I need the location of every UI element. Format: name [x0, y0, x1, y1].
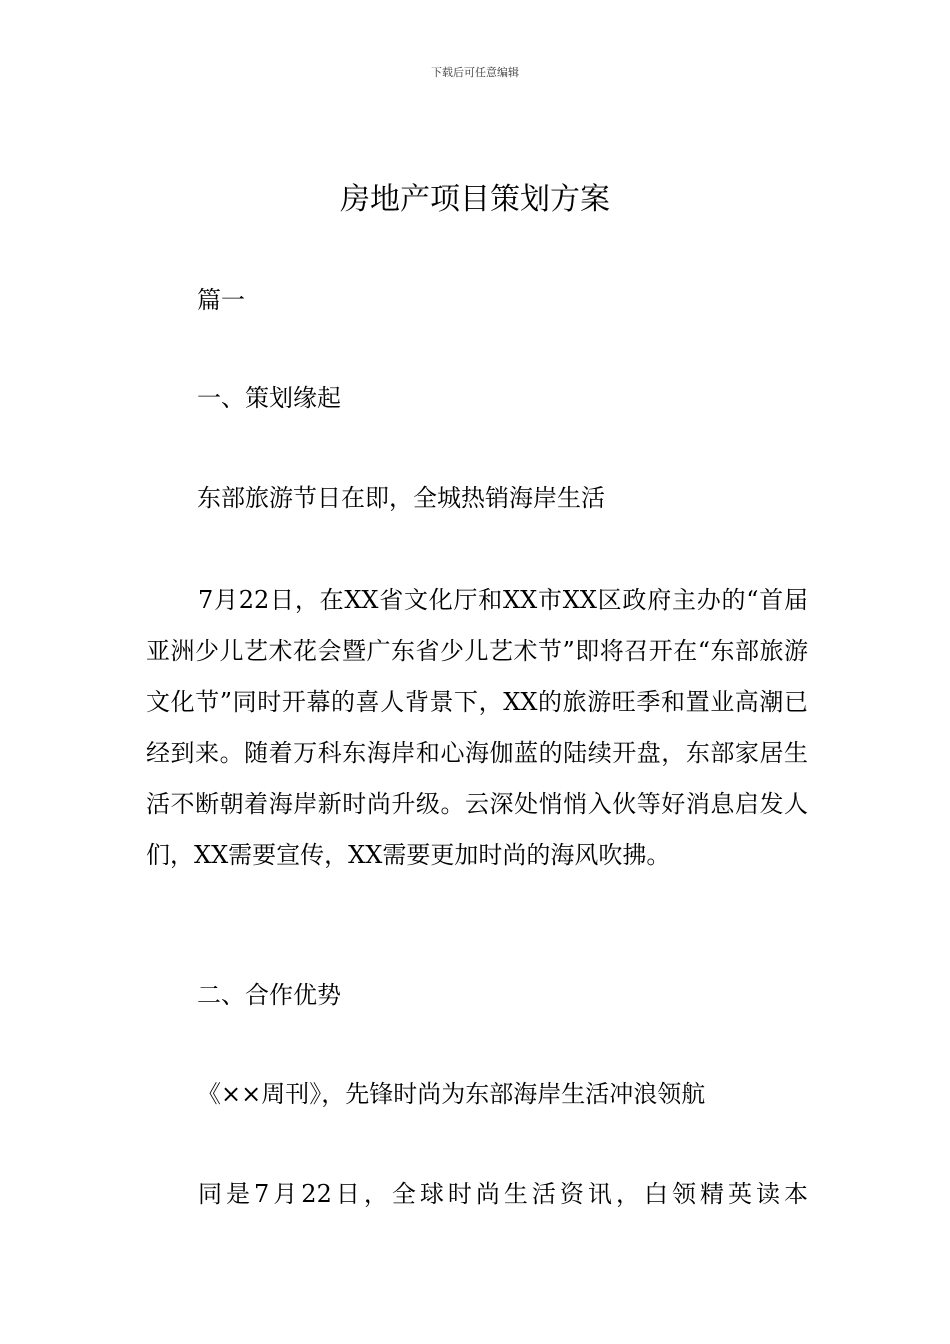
document-title: 房地产项目策划方案 — [340, 182, 610, 217]
part-label: 篇一 — [197, 286, 245, 314]
section-heading-2: 二、合作优势 — [197, 981, 341, 1009]
section-subheading-1: 东部旅游节日在即，全城热销海岸生活 — [197, 484, 605, 512]
section-subheading-2: 《××周刊》，先锋时尚为东部海岸生活冲浪领航 — [197, 1080, 706, 1108]
header-note: 下载后可任意编辑 — [431, 66, 519, 79]
section-heading-1: 一、策划缘起 — [197, 384, 341, 412]
body-paragraph-1: 7月22日，在XX省文化厅和XX市XX区政府主办的“首届亚洲少儿艺术花会暨广东省少儿艺术节”即将召开在“东部旅游文化节”同时开幕的喜人背景下，XX的旅游旺季和置业高潮已经到来。随着万科东海岸和心海伽蓝的陆续开盘，东部家居生活不断朝着海岸新时尚升级。云深处悄悄入伙等好消息启发人们，XX需要宣传，XX需要更加时尚的海风吹拂。 — [146, 586, 808, 869]
body-paragraph-2: 同是7月22日，全球时尚生活资讯，白领精英读本 — [198, 1180, 808, 1208]
